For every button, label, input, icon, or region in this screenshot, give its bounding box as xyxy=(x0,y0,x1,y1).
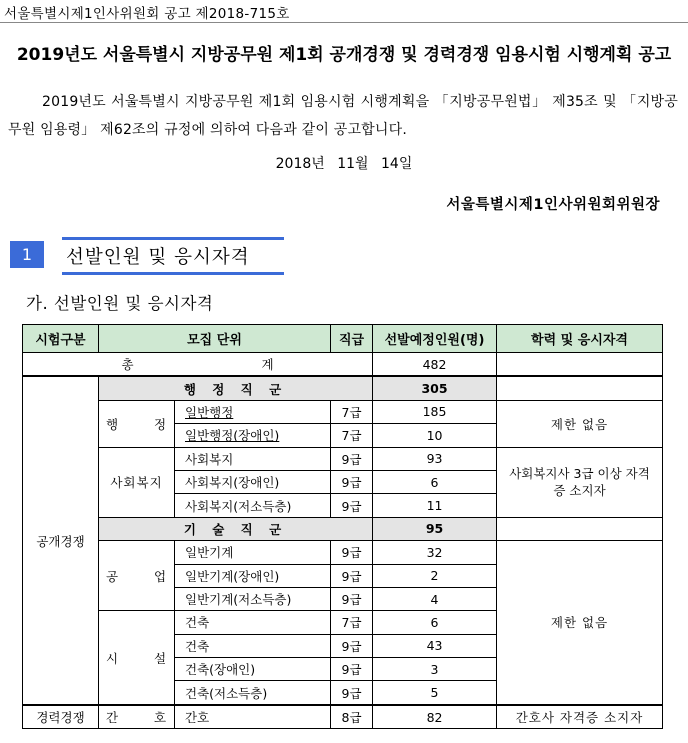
count-cell: 11 xyxy=(373,494,497,517)
admin-group-value: 305 xyxy=(373,376,497,400)
category-nursing: 간 호 xyxy=(99,705,175,729)
qualification-social-worker: 사회복지사 3급 이상 자격증 소지자 xyxy=(497,447,663,517)
table-row xyxy=(23,447,663,470)
header-qualification: 학력 및 응시자격 xyxy=(497,325,663,353)
grade-cell: 9급 xyxy=(331,447,373,470)
count-cell: 10 xyxy=(373,424,497,447)
section-title: 선발인원 및 응시자격 xyxy=(66,247,250,268)
count-cell: 93 xyxy=(373,447,497,470)
unit-cell: 일반기계(장애인) xyxy=(175,564,331,587)
tech-group-label: 기 술 직 군 xyxy=(99,517,373,540)
total-row xyxy=(23,353,663,377)
unit-cell: 건축 xyxy=(175,611,331,634)
count-cell: 5 xyxy=(373,681,497,705)
grade-cell: 9급 xyxy=(331,470,373,493)
unit-cell: 일반기계(저소득층) xyxy=(175,587,331,610)
grade-cell: 9급 xyxy=(331,564,373,587)
count-cell: 185 xyxy=(373,400,497,423)
unit-cell: 간호 xyxy=(175,705,331,729)
unit-cell: 사회복지(저소득층) xyxy=(175,494,331,517)
grade-cell: 9급 xyxy=(331,681,373,705)
total-label-a: 총 xyxy=(121,357,134,373)
category-social-welfare: 사회복지 xyxy=(99,447,175,517)
header-unit: 모집 단위 xyxy=(99,325,331,353)
unit-cell: 사회복지(장애인) xyxy=(175,470,331,493)
table-row xyxy=(23,376,663,400)
unit-cell: 일반행정(장애인) xyxy=(175,424,331,447)
grade-cell: 9급 xyxy=(331,494,373,517)
grade-cell: 9급 xyxy=(331,587,373,610)
document-title: 2019년도 서울특별시 지방공무원 제1회 공개경쟁 및 경력경쟁 임용시험 시행계획 공고 xyxy=(16,45,672,65)
header-divider xyxy=(0,22,688,23)
career-exam-cell: 경력경쟁 xyxy=(23,705,99,729)
qualification-nurse: 간호사 자격증 소지자 xyxy=(497,705,663,729)
unit-cell: 건축 xyxy=(175,634,331,657)
count-cell: 3 xyxy=(373,658,497,681)
unit-cell: 건축(장애인) xyxy=(175,658,331,681)
tech-group-value: 95 xyxy=(373,517,497,540)
total-label-b: 계 xyxy=(261,357,274,373)
subsection-title: 가. 선발인원 및 응시자격 xyxy=(26,294,214,313)
header-count: 선발예정인원(명) xyxy=(373,325,497,353)
grade-cell: 7급 xyxy=(331,400,373,423)
count-cell: 43 xyxy=(373,634,497,657)
count-cell: 6 xyxy=(373,611,497,634)
count-cell: 32 xyxy=(373,541,497,564)
admin-group-label: 행 정 직 군 xyxy=(99,376,373,400)
notice-date: 2018년 11월 14일 xyxy=(275,156,413,172)
grade-cell: 7급 xyxy=(331,424,373,447)
category-industrial: 공 업 xyxy=(99,541,175,611)
count-cell: 4 xyxy=(373,587,497,610)
count-cell: 6 xyxy=(373,470,497,493)
unit-cell: 사회복지 xyxy=(175,447,331,470)
tech-group-qual xyxy=(497,517,663,540)
section-number-badge: 1 xyxy=(10,241,44,268)
table-row xyxy=(23,400,663,423)
table-row xyxy=(23,517,663,540)
category-admin: 행 정 xyxy=(99,400,175,447)
table-row xyxy=(23,705,663,729)
unit-cell: 일반행정 xyxy=(175,400,331,423)
qualification-none-1: 제한 없음 xyxy=(497,400,663,447)
header-grade: 직급 xyxy=(331,325,373,353)
unit-cell: 건축(저소득층) xyxy=(175,681,331,705)
grade-cell: 9급 xyxy=(331,541,373,564)
total-label xyxy=(23,353,373,377)
category-facilities: 시 설 xyxy=(99,611,175,705)
table-row xyxy=(23,541,663,564)
total-value: 482 xyxy=(373,353,497,377)
header-exam-type: 시험구분 xyxy=(23,325,99,353)
notice-header: 서울특별시제1인사위원회 공고 제2018-715호 xyxy=(4,6,290,22)
grade-cell: 8급 xyxy=(331,705,373,729)
grade-cell: 9급 xyxy=(331,634,373,657)
count-cell: 82 xyxy=(373,705,497,729)
table-header-row xyxy=(23,325,663,353)
count-cell: 2 xyxy=(373,564,497,587)
open-exam-cell: 공개경쟁 xyxy=(23,376,99,704)
intro-paragraph: 2019년도 서울특별시 지방공무원 제1회 임용시험 시행계획을 「지방공무원법」 제35조 및 「지방공무원 임용령」 제62조의 규정에 의하여 다음과 같이 공고합니다. xyxy=(8,94,678,138)
total-qual xyxy=(497,353,663,377)
recruitment-table xyxy=(22,324,663,729)
unit-cell: 일반기계 xyxy=(175,541,331,564)
grade-cell: 9급 xyxy=(331,658,373,681)
qualification-none-2: 제한 없음 xyxy=(497,541,663,705)
admin-group-qual xyxy=(497,376,663,400)
signatory: 서울특별시제1인사위원회위원장 xyxy=(446,197,660,213)
grade-cell: 7급 xyxy=(331,611,373,634)
